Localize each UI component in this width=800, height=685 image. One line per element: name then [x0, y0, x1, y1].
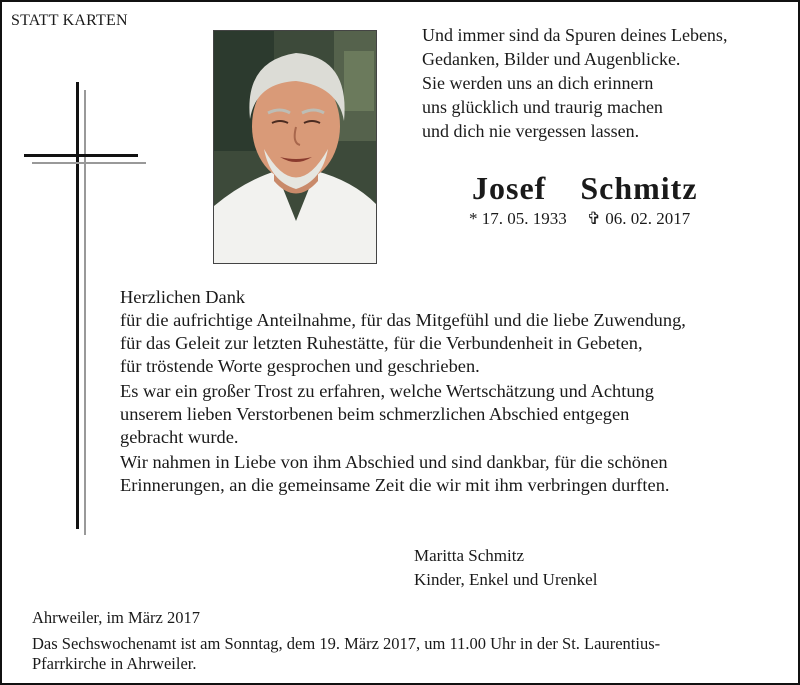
poem-line: Gedanken, Bilder und Augenblicke. [422, 49, 681, 69]
poem-line: und dich nie vergessen lassen. [422, 121, 640, 141]
poem-line: Und immer sind da Spuren deines Lebens, [422, 25, 728, 45]
text-line: unserem lieben Verstorbenen beim schmerzlichen Abschied entgegen [120, 404, 630, 424]
place-date: Ahrweiler, im März 2017 [32, 608, 200, 627]
death-date: ✞ 06. 02. 2017 [586, 209, 691, 228]
poem-line: Sie werden uns an dich erinnern [422, 73, 654, 93]
poem-line: uns glücklich und traurig machen [422, 97, 663, 117]
text-line: für tröstende Worte gesprochen und geschrieben. [120, 356, 480, 376]
deceased-name: Josef Schmitz [472, 170, 698, 206]
text-line: gebracht wurde. [120, 427, 239, 447]
portrait-photo [213, 30, 377, 264]
life-dates [469, 209, 710, 229]
notice-line: Das Sechswochenamt ist am Sonntag, dem 19. März 2017, um 11.00 Uhr in der St. Laurentius- [32, 634, 661, 653]
signers [414, 544, 597, 592]
notice-line: Pfarrkirche in Ahrweiler. [32, 654, 197, 673]
signer-family: Kinder, Enkel und Urenkel [414, 570, 598, 589]
text-line: Wir nahmen in Liebe von ihm Abschied und sind dankbar, für die schönen [120, 452, 668, 472]
cross-vertical-beam [76, 82, 79, 529]
text-line: Erinnerungen, an die gemeinsame Zeit die wir mit ihm verbringen durften. [120, 475, 670, 495]
cross-horizontal-shadow [32, 162, 146, 164]
cross-horizontal-beam [24, 154, 138, 157]
thanks-text [120, 286, 686, 497]
text-line: Es war ein großer Trost zu erfahren, welche Wertschätzung und Achtung [120, 381, 654, 401]
header-label: STATT KARTEN [11, 12, 128, 29]
memorial-poem [422, 23, 727, 143]
portrait-illustration [214, 31, 377, 264]
text-line: für die aufrichtige Anteilnahme, für das Mitgefühl und die liebe Zuwendung, [120, 310, 686, 330]
mass-notice [32, 634, 660, 674]
signer-name: Maritta Schmitz [414, 546, 525, 565]
text-line: für das Geleit zur letzten Ruhestätte, für die Verbundenheit in Gebeten, [120, 333, 643, 353]
thanks-heading: Herzlichen Dank [120, 287, 246, 307]
birth-date: * 17. 05. 1933 [469, 209, 567, 228]
